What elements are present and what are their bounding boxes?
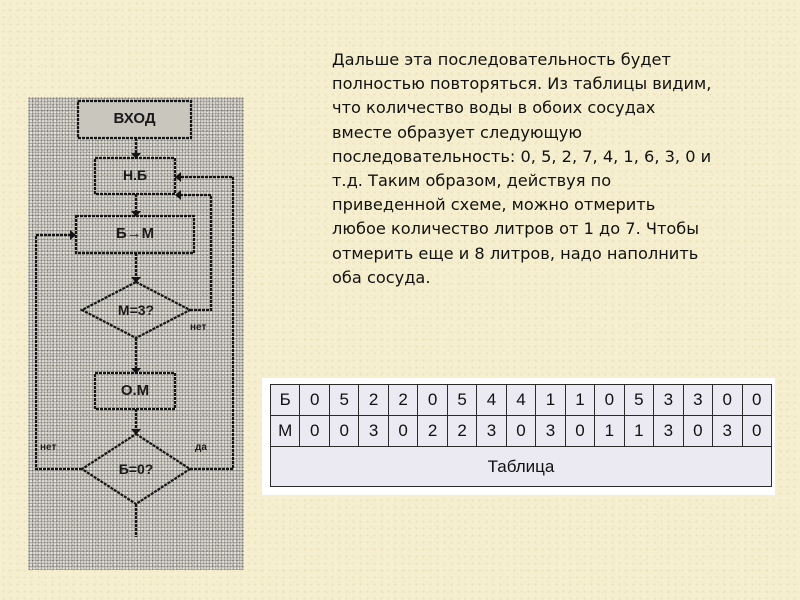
table-cell: 0 [742,385,772,416]
table-row [271,385,772,416]
flowchart-cond2-yes-label: да [195,442,207,453]
flowchart-cond1-label: М=3? [117,302,155,318]
sequence-table-grid [270,384,772,487]
table-cell: 2 [359,385,388,416]
table-row [271,416,772,447]
table-cell: 3 [654,385,683,416]
table-cell: 0 [565,416,594,447]
flowchart-cond2-no-label: нет [40,442,57,453]
flowchart-start-label: ВХОД [113,110,156,127]
table-cell: 5 [447,385,476,416]
table-cell: 1 [565,385,594,416]
sequence-table [262,378,775,495]
flowchart-cond1-no-label: нет [190,322,207,333]
flowchart-step2-label: Б→М [115,225,155,242]
table-cell: 0 [388,416,417,447]
flowchart-cond2-label: Б=0? [118,461,154,477]
table-cell: 5 [624,385,653,416]
table-cell: 4 [477,385,506,416]
flowchart-step1-label: Н.Б [122,167,148,183]
explanation-paragraph: Дальше эта последовательность будет полностью повторяться. Из таблицы видим, что количество воды в обоих сосудах вместе образует следующую последовательность: 0, 5, 2, 7, 4, 1, 6, 3, 0 и т.д. Таким образом, действуя по приведенной схеме, можно отмерить любое количество литров от 1 до 7. Чтобы отмерить еще и 8 литров, надо наполнить оба сосуда. [332,50,712,287]
table-cell: 1 [595,416,624,447]
flowchart-step3-label: О.М [120,382,150,399]
table-cell: 3 [477,416,506,447]
table-cell: 1 [624,416,653,447]
table-cell: 0 [418,385,447,416]
table-cell: 0 [683,416,712,447]
table-cell: 3 [713,416,742,447]
table-cell: 0 [300,416,329,447]
table-cell: 0 [506,416,535,447]
table-cell: 2 [388,385,417,416]
table-cell: 3 [654,416,683,447]
table-cell: 1 [536,385,565,416]
table-cell: 3 [536,416,565,447]
row-label-cell: М [271,416,300,447]
table-cell: 0 [329,416,358,447]
row-label-cell: Б [271,385,300,416]
table-cell: 4 [506,385,535,416]
table-cell: 0 [742,416,772,447]
table-caption: Таблица [271,447,772,487]
table-cell: 5 [329,385,358,416]
flowchart-image [28,97,244,570]
table-cell: 3 [359,416,388,447]
table-cell: 3 [683,385,712,416]
table-cell: 2 [447,416,476,447]
table-cell: 0 [713,385,742,416]
table-caption-row [271,447,772,487]
table-cell: 0 [595,385,624,416]
table-cell: 0 [300,385,329,416]
table-cell: 2 [418,416,447,447]
